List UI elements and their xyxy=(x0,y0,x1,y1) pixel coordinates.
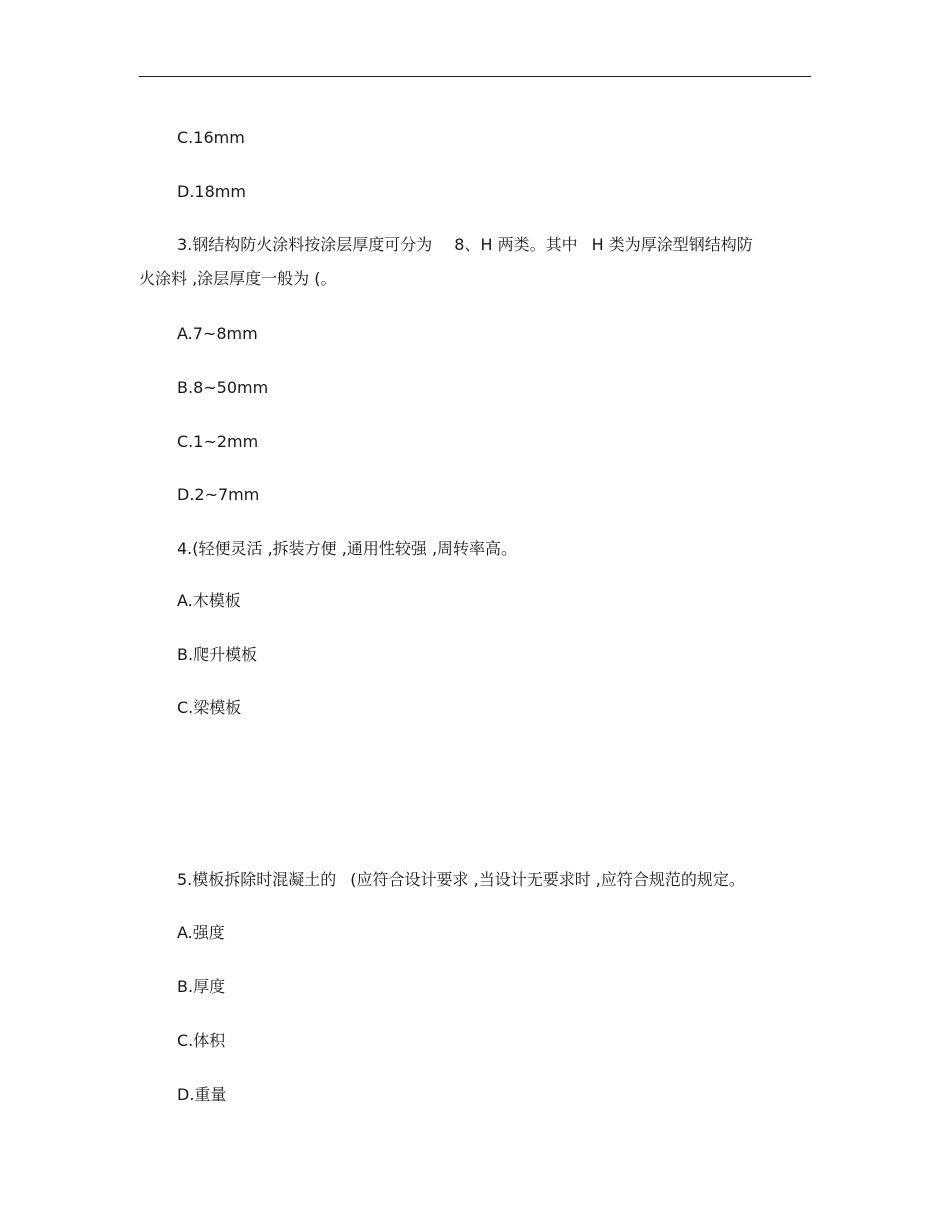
question-4-stem: 4.(轻便灵活 ,拆装方便 ,通用性较强 ,周转率高。 xyxy=(177,539,518,558)
header-rule xyxy=(139,76,811,77)
option-q3-d: D.2~7mm xyxy=(177,485,260,504)
option-q4-c: C.梁模板 xyxy=(177,698,242,717)
option-q2-d: D.18mm xyxy=(177,182,246,201)
q3-stem-part-c: H 类为厚涂型钢结构防 xyxy=(591,235,753,254)
question-5-stem xyxy=(177,870,745,890)
q5-stem-part-a: 5.模板拆除时混凝土的 xyxy=(177,870,337,889)
option-q2-c: C.16mm xyxy=(177,128,245,147)
question-3-stem-line1 xyxy=(177,235,753,255)
option-q5-a: A.强度 xyxy=(177,923,225,942)
q3-stem-part-b: 8、H 两类。其中 xyxy=(454,235,578,254)
option-q5-d: D.重量 xyxy=(177,1085,227,1104)
question-3-stem-line2: 火涂料 ,涂层厚度一般为 (。 xyxy=(139,269,337,288)
q3-stem-part-a: 3.钢结构防火涂料按涂层厚度可分为 xyxy=(177,235,433,254)
option-q3-c: C.1~2mm xyxy=(177,432,259,451)
option-q3-b: B.8~50mm xyxy=(177,378,269,397)
option-q4-b: B.爬升模板 xyxy=(177,645,258,664)
option-q5-c: C.体积 xyxy=(177,1031,226,1050)
option-q5-b: B.厚度 xyxy=(177,977,226,996)
option-q4-a: A.木模板 xyxy=(177,591,241,610)
option-q3-a: A.7~8mm xyxy=(177,324,258,343)
q5-stem-part-b: (应符合设计要求 ,当设计无要求时 ,应符合规范的规定。 xyxy=(350,870,745,889)
